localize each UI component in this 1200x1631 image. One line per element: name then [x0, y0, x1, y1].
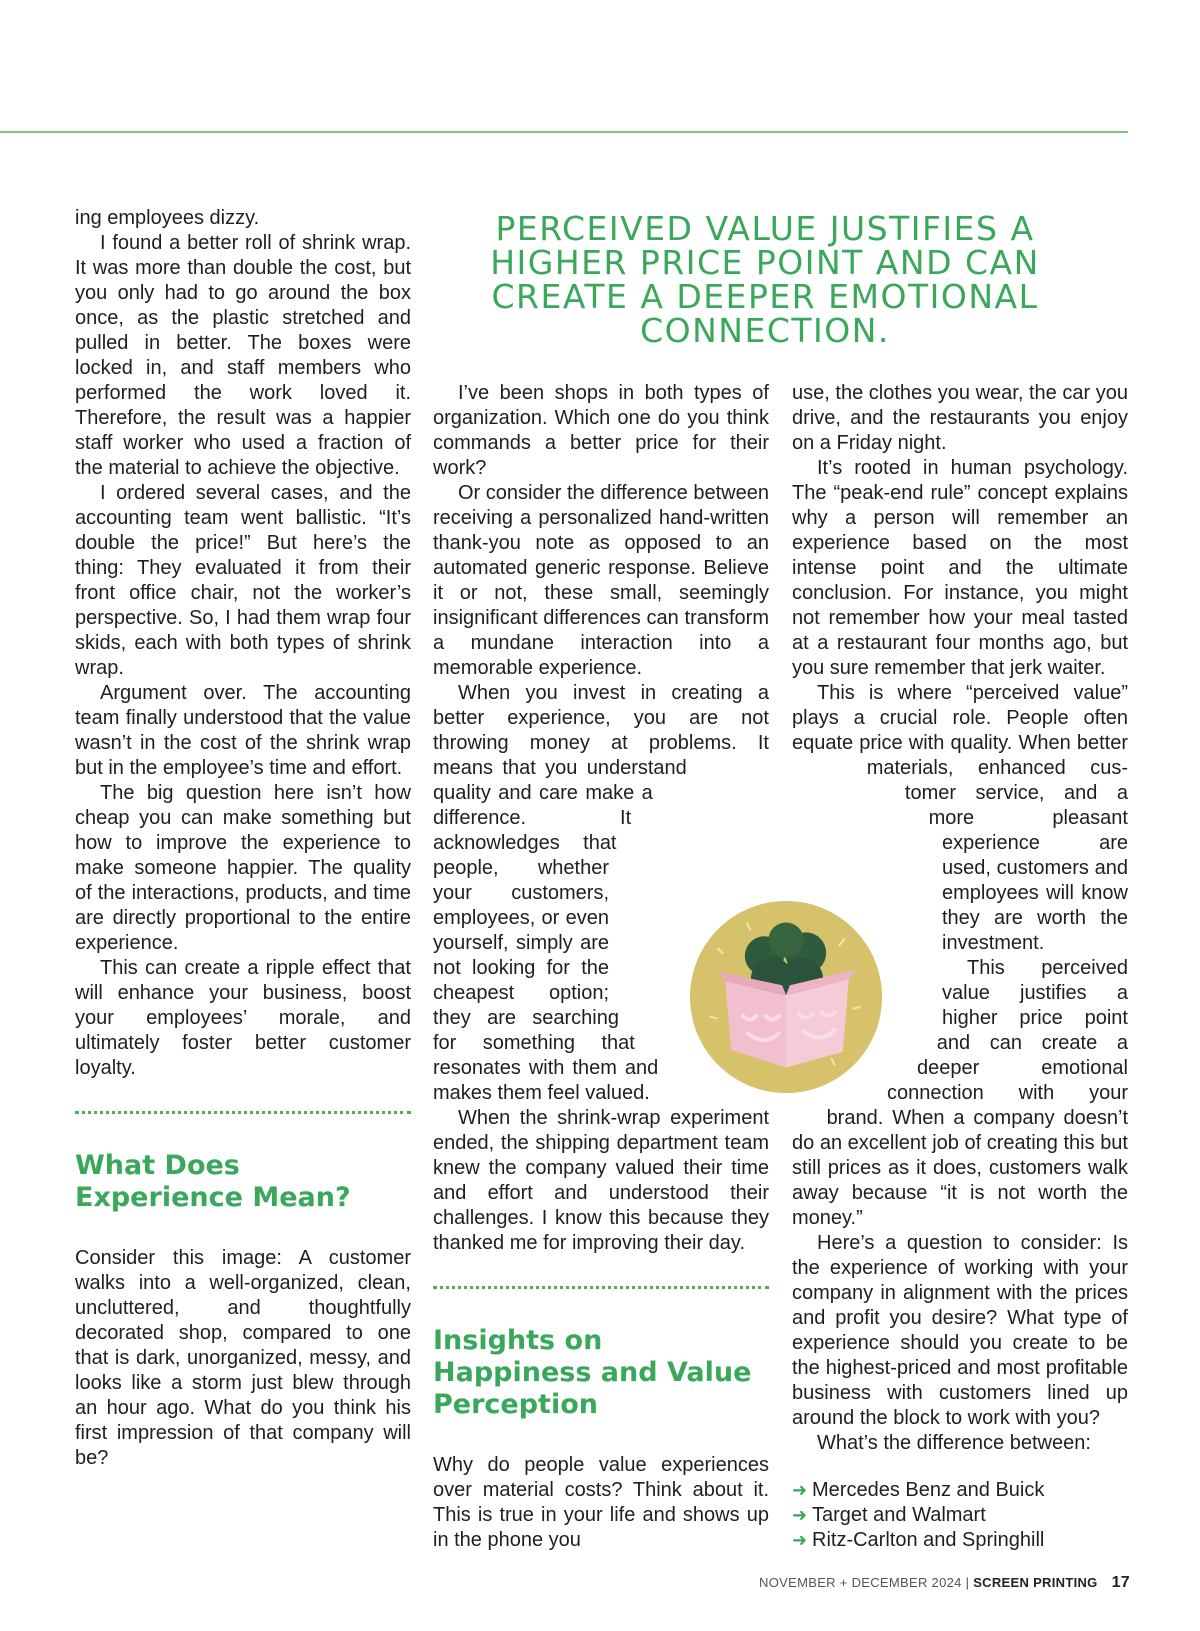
paragraph: This can create a ripple effect that will enhance your business, boost your employees’ morale, and ultimately foster better customer loyalty. — [75, 957, 411, 1079]
cactus-box-illustration — [688, 899, 884, 1095]
list-item-label: Ritz-Carlton and Springhill — [812, 1529, 1045, 1551]
paragraph: It’s rooted in human psychology. The “peak-end rule” concept explains why a person will remember an experience based on the most intense point and the ultimate conclusion. For instance, you might not remember how your meal tasted at a restaurant four months ago, but you sure remember that jerk waiter. — [792, 457, 1128, 679]
list-item — [792, 1528, 1128, 1553]
comparison-list — [792, 1478, 1128, 1553]
paragraph: What’s the difference between: — [817, 1432, 1091, 1454]
section-heading: Insights on Happiness and Value Perception — [433, 1325, 752, 1420]
dotted-divider — [433, 1286, 769, 1289]
section-heading: What Does Experience Mean? — [75, 1150, 351, 1213]
paragraph: Here’s a question to consider: Is the experience of working with your company in alignment with the prices and profit you desire? What type of experience should you create to be the highest-priced and most profitable business with customers lined up around the block to work with you? — [792, 1232, 1128, 1429]
page-number: 17 — [1111, 1574, 1130, 1591]
page-footer — [759, 1574, 1130, 1592]
list-item-label: Mercedes Benz and Buick — [812, 1479, 1045, 1501]
paragraph: Argument over. The accounting team finally understood that the value wasn’t in the cost of the shrink wrap but in the employee’s time and effort. — [75, 682, 411, 779]
paragraph: Or consider the difference between receiving a personalized hand-written thank-you note as opposed to an automated generic response. Believe it or not, these small, seemingly insignificant differences can transform a mundane interaction into a memorable experience. — [433, 482, 769, 679]
arrow-right-icon: ➜ — [792, 1480, 808, 1500]
paragraph: This is where “perceived value” plays a crucial role. People often equate price with quality. When better materials, enhanced customer service, and a more pleasant experience are used, customers and employees will know they are worth the investment. — [792, 681, 1128, 956]
paragraph: ing employees dizzy. — [75, 207, 260, 229]
paragraph: use, the clothes you wear, the car you drive, and the restaurants you enjoy on a Friday night. — [792, 382, 1128, 454]
top-rule — [0, 131, 1128, 133]
paragraph: The big question here isn’t how cheap you can make something but how to improve the experience to make someone happier. The quality of the interactions, products, and time are directly proportional to the entire experience. — [75, 782, 411, 954]
list-item — [792, 1478, 1128, 1503]
paragraph: I’ve been shops in both types of organization. Which one do you think commands a better price for their work? — [433, 382, 769, 479]
arrow-right-icon: ➜ — [792, 1505, 808, 1525]
magazine-name: SCREEN PRINTING — [973, 1575, 1098, 1590]
arrow-right-icon: ➜ — [792, 1530, 808, 1550]
dotted-divider — [75, 1111, 411, 1114]
pull-quote: PERCEIVED VALUE JUSTIFIES A HIGHER PRICE POINT AND CAN CREATE A DEEPER EMOTIONAL CONNECTION. — [490, 209, 1040, 350]
paragraph: When the shrink-wrap experiment ended, the shipping department team knew the company valued their time and effort and understood their challenges. I know this because they thanked me for improving their day. — [433, 1107, 769, 1254]
paragraph: I ordered several cases, and the accounting team went ballistic. “It’s double the price!” But here’s the thing: They evaluated it from their front office chair, not the worker’s perspective. So, I had them wrap four skids, each with both types of shrink wrap. — [75, 482, 411, 679]
column-1 — [75, 206, 411, 1471]
issue-date: NOVEMBER + DECEMBER 2024 | — [759, 1575, 974, 1590]
paragraph: Consider this image: A customer walks into a well-organized, clean, uncluttered, and thoughtfully decorated shop, compared to one that is dark, unorganized, messy, and looks like a storm just blew through an hour ago. What do you think his first impression of that company will be? — [75, 1247, 411, 1469]
paragraph: This perceived value justifies a higher price point and can create a deeper emotional connection with your brand. When a company doesn’t do an excellent job of creating this but still prices as it does, customers walk away because “it is not worth the money.” — [792, 957, 1128, 1229]
paragraph: I found a better roll of shrink wrap. It was more than double the cost, but you only had to go around the box once, as the plastic stretched and pulled in better. The boxes were locked in, and staff members who performed the work loved it. Therefore, the result was a happier staff worker who used a fraction of the material to achieve the objective. — [75, 232, 411, 479]
paragraph: When you invest in creating a better experience, you are not throwing money at problems. It means that you understand quality and care make a difference. It acknowledges that people, whether your customers, employees, or even yourself, simply are not looking for the cheapest option; they are searching for something that resonates with them and makes them feel valued. — [433, 681, 769, 1106]
list-item — [792, 1503, 1128, 1528]
paragraph: Why do people value experiences over material costs? Think about it. This is true in your life and shows up in the phone you — [433, 1454, 769, 1551]
list-item-label: Target and Walmart — [812, 1504, 986, 1526]
